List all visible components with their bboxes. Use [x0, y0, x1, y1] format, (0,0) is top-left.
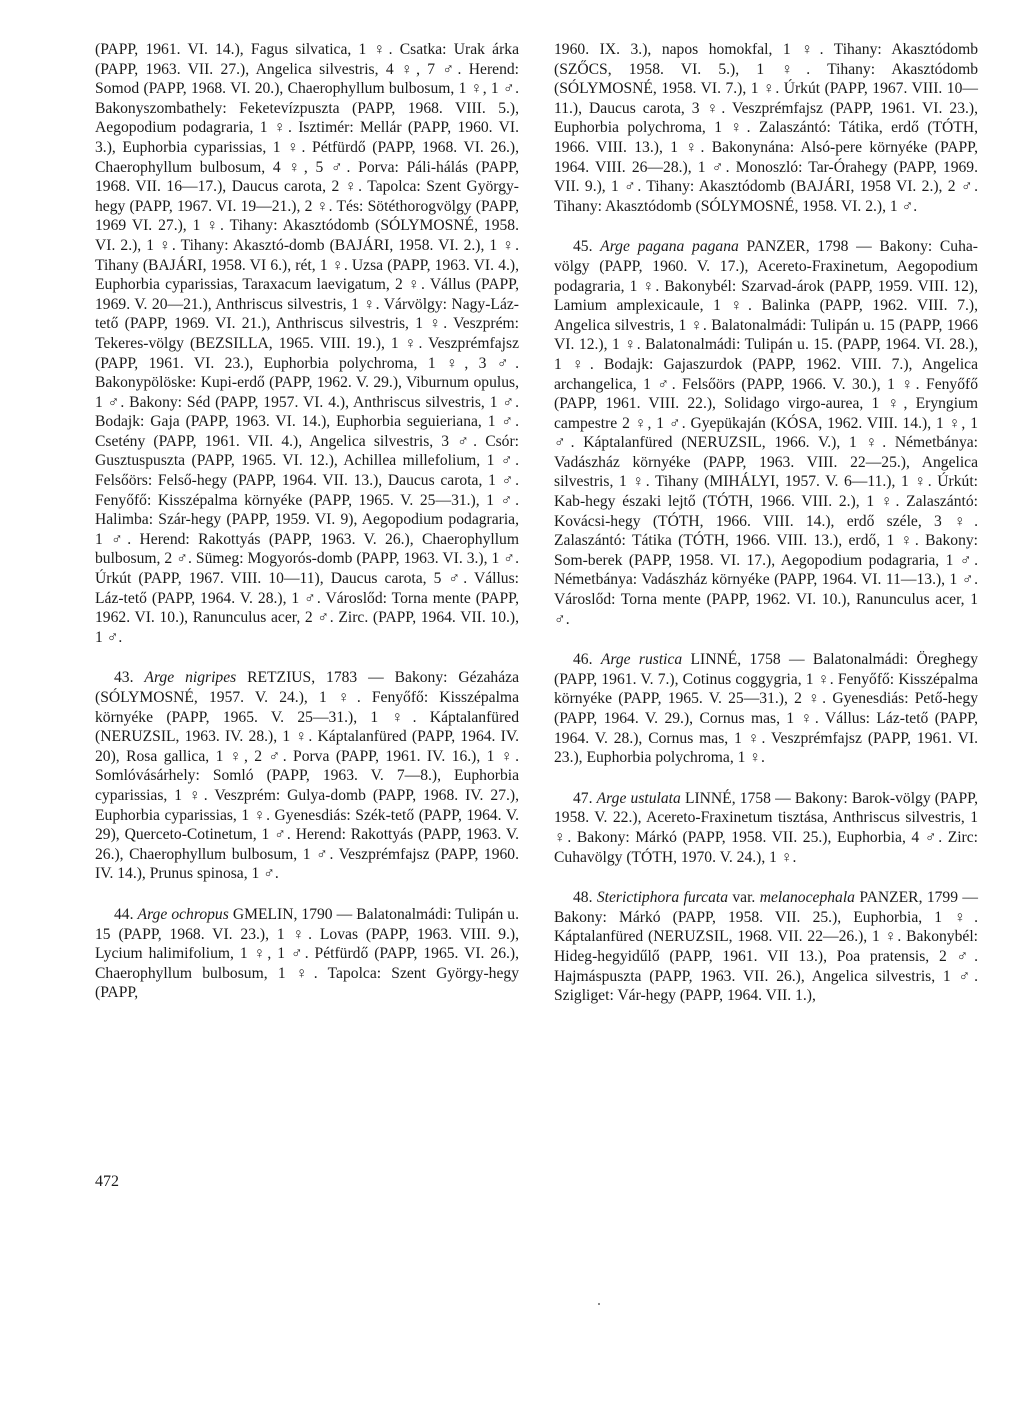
continued-entry-text: 1960. IX. 3.), napos homokfal, 1 ♀. Tihany: Akasztódomb (SZŐCS, 1958. VI. 5.), 1 ♀. Tihany: Akasztódomb (SÓLYMOSNÉ, 1958. VI. 7.), 1 ♀. Úrkút (PAPP, 1967. VIII. 10—11.), Daucus carota, 3 ♀. Veszprémfajsz (PAPP, 1961. VI. 23.), Euphorbia polychroma, 1 ♀. Zalaszántó: Tátika, erdő (TÓTH, 1966. VIII. 13.), 1 ♀. Bakonynána: Alsó-pere környéke (PAPP, 1964. VIII. 26—28.), 1 ♂. Monoszló: Tar-Órahegy (PAPP, 1969. VII. 9.), 1 ♂. Tihany: Akasztódomb (BAJÁRI, 1958 VI. 2.), 2 ♂. Tihany: Akasztódomb (SÓLYMOSNÉ, 1958. VI. 2.), 1 ♂.: [554, 41, 978, 215]
variety-label: var.: [728, 889, 760, 907]
right-column: [554, 40, 978, 1006]
entry-text: PANZER, 1799 — Bakony: Márkó (PAPP, 1958. VII. 25.), Euphorbia, 1 ♀. Káptalanfüred (NERUZSIL, 1968. VII. 22—26.), 1 ♀. Bakonybél: Hideg-hegyidűlő (PAPP, 1961. VII 13.), Poa pratensis, 2 ♂. Hajmáspuszta (PAPP, 1963. VII. 26.), Angelica silvestris, 1 ♂. Szigliget: Vár-hegy (PAPP, 1964. VII. 1.),: [554, 889, 978, 1005]
entry-number: 48.: [573, 889, 593, 907]
entry-48: [554, 888, 978, 1006]
entry-text: GMELIN, 1790 — Balatonalmádi: Tulipán u. 15 (PAPP, 1968. VI. 23.), 1 ♀. Lovas (PAPP, 1963. VIII. 9.), Lycium halimifolium, 1 ♀, 1 ♂. Pétfürdő (PAPP, 1965. VI. 26.), Chaerophyllum bulbosum, 1 ♀. Tapolca: Szent György-hegy (PAPP,: [95, 905, 519, 1002]
continued-entry-text: (PAPP, 1961. VI. 14.), Fagus silvatica, 1 ♀. Csatka: Urak árka (PAPP, 1963. VII. 27.), Angelica silvestris, 4 ♀, 7 ♂. Herend: Somod (PAPP, 1968. VI. 20.), Chaerophyllum bulbosum, 1 ♀, 1 ♂. Bakonyszombathely: Feketevízpuszta (PAPP, 1968. VIII. 5.), Aegopodium podagraria, 1 ♀. Isztimér: Mellár (PAPP, 1960. VI. 3.), Euphorbia cyparissias, 1 ♀. Pétfürdő (PAPP, 1968. VI. 26.), Chaerophyllum bulbosum, 4 ♀, 5 ♂. Porva: Páli-hálás (PAPP, 1968. VII. 16—17.), Daucus carota, 2 ♀. Tapolca: Szent György-hegy (PAPP, 1967. VI. 19—21.), 2 ♀. Tés: Sötéthorogvölgy (PAPP, 1969 VI. 27.), 1 ♀. Tihany: Akasztódomb (SÓLYMOSNÉ, 1958. VI. 2.), 1 ♀. Tihany: Akasztó-domb (BAJÁRI, 1958. VI. 2.), 1 ♀. Tihany (BAJÁRI, 1958. VI 6.), rét, 1 ♀. Uzsa (PAPP, 1963. VI. 4.), Euphorbia cyparissias, Taraxacum laevigatum, 2 ♀. Vállus (PAPP, 1969. V. 20—21.), Anthriscus silvestris, 1 ♀. Várvölgy: Nagy-Láz-tető (PAPP, 1969. VI. 21.), Anthriscus silvestris, 1 ♀. Veszprém: Tekeres-völgy (BEZSILLA, 1965. VIII. 19.), 1 ♀. Veszprémfajsz (PAPP, 1961. VI. 23.), Euphorbia polychroma, 1 ♀, 3 ♂. Bakonypölöske: Kupi-erdő (PAPP, 1962. V. 29.), Viburnum opulus, 1 ♂. Bakony: Séd (PAPP, 1957. VI. 4.), Anthriscus silvestris, 1 ♂. Bodajk: Gaja (PAPP, 1963. VI. 14.), Euphorbia seguieriana, 1 ♂. Csetény (PAPP, 1961. VII. 4.), Angelica silvestris, 3 ♂. Csór: Gusztuspuszta (PAPP, 1965. VI. 12.), Achillea millefolium, 1 ♂. Felsőörs: Felső-hegy (PAPP, 1964. VII. 13.), Daucus carota, 1 ♂. Fenyőfő: Kisszépalma környéke (PAPP, 1965. V. 25—31.), 1 ♂. Halimba: Szár-hegy (PAPP, 1959. VI. 9), Aegopodium podagraria, 1 ♂. Herend: Rakottyás (PAPP, 1963. V. 26.), Chaerophyllum bulbosum, 2 ♂. Sümeg: Mogyorós-domb (PAPP, 1963. VI. 3.), 1 ♂. Úrkút (PAPP, 1967. VIII. 10—11), Daucus carota, 5 ♂. Vállus: Láz-tető (PAPP, 1964. V. 28.), 1 ♂. Városlőd: Torna mente (PAPP, 1962. VI. 10.), Ranunculus acer, 2 ♂. Zirc. (PAPP, 1964. VII. 10.), 1 ♂.: [95, 41, 519, 646]
entry-43: [95, 668, 519, 884]
entry-44: [95, 905, 519, 1003]
entry-number: 45.: [573, 238, 593, 256]
species-name: Arge ochropus: [137, 905, 229, 923]
entry-number: 46.: [573, 651, 593, 669]
entry-text: LINNÉ, 1758 — Bakony: Barok-völgy (PAPP, 1958. V. 22.), Acereto-Fraxinetum tisztása, Anthriscus silvestris, 1 ♀. Bakony: Márkó (PAPP, 1958. VII. 25.), Euphorbia, 4 ♂. Zirc: Cuhavölgy (TÓTH, 1970. V. 24.), 1 ♀.: [554, 789, 978, 866]
species-name: Arge rustica: [600, 651, 683, 669]
entry-number: 47.: [573, 789, 593, 807]
entry-text: RETZIUS, 1783 — Bakony: Gézaháza (SÓLYMOSNÉ, 1957. V. 24.), 1 ♀. Fenyőfő: Kisszépalma környéke (PAPP, 1965. V. 25—31.), 1 ♀. Káptalanfüred (NERUZSIL, 1963. IV. 28.), 1 ♀. Káptalanfüred (PAPP, 1964. IV. 20), Rosa gallica, 1 ♀, 2 ♂. Porva (PAPP, 1961. IV. 16.), 1 ♀. Somlóvásárhely: Somló (PAPP, 1963. V. 7—8.), Euphorbia cyparissias, 1 ♀. Veszprém: Gulya-domb (PAPP, 1968. IV. 27.), Euphorbia cyparissias, 1 ♀. Gyenesdiás: Szék-tető (PAPP, 1964. V. 29), Querceto-Cotinetum, 1 ♂. Herend: Rakottyás (PAPP, 1963. V. 26.), Chaerophyllum bulbosum, 1 ♂. Veszprémfajsz (PAPP, 1960. IV. 14.), Prunus spinosa, 1 ♂.: [95, 669, 519, 883]
left-column: [95, 40, 519, 1003]
scan-speck: [598, 1303, 600, 1305]
species-name: Arge pagana pagana: [600, 238, 739, 256]
page-number: 472: [95, 1173, 119, 1190]
entry-number: 43.: [114, 669, 134, 687]
species-name: Sterictiphora furcata: [596, 889, 729, 907]
entry-text: LINNÉ, 1758 — Balatonalmádi: Öreghegy (PAPP, 1961. V. 7.), Cotinus coggygria, 1 ♀. Fenyőfő: Kisszépalma környéke (PAPP, 1965. V. 25—31.), 2 ♀. Gyenesdiás: Pető-hegy (PAPP, 1964. V. 29.), Cornus mas, 1 ♀. Vállus: Láz-tető (PAPP, 1964. V. 28.), Cornus mas, 1 ♀. Veszprémfajsz (PAPP, 1961. VI. 23.), Euphorbia polychroma, 1 ♀.: [554, 651, 978, 767]
entry-45: [554, 237, 978, 629]
entry-number: 44.: [114, 905, 134, 923]
entry-46: [554, 650, 978, 768]
species-name: Arge ustulata: [596, 789, 681, 807]
entry-47: [554, 789, 978, 867]
species-name: Arge nigripes: [144, 669, 237, 687]
variety-name: melanocephala: [759, 889, 855, 907]
entry-text: PANZER, 1798 — Bakony: Cuha-völgy (PAPP, 1960. V. 17.), Acereto-Fraxinetum, Aegopodium podagraria, 1 ♀. Bakonybél: Szarvad-árok (PAPP, 1959. VIII. 12), Lamium amplexicaule, 1 ♀. Balinka (PAPP, 1962. VIII. 7.), Angelica silvestris, 1 ♀. Balatonalmádi: Tulipán u. 15 (PAPP, 1966 VI. 12.), 1 ♀. Balatonalmádi: Tulipán u. 15. (PAPP, 1964. VI. 28.), 1 ♀. Bodajk: Gajaszurdok (PAPP, 1962. VIII. 7.), Angelica archangelica, 1 ♂. Felsőörs (PAPP, 1966. V. 30.), 1 ♀. Fenyőfő (PAPP, 1961. VIII. 22.), Solidago virgo-aurea, 1 ♀, Eryngium campestre 2 ♀, 1 ♂. Gyepükaján (KÓSA, 1962. VIII. 14.), 1 ♀, 1 ♂. Káptalanfüred (NERUZSIL, 1966. V.), 1 ♀. Németbánya: Vadászház környéke (PAPP, 1963. VIII. 22—25.), Angelica silvestris, 1 ♀. Tihany (MIHÁLYI, 1957. V. 6—11.), 1 ♀. Úrkút: Kab-hegy északi lejtő (TÓTH, 1966. VIII. 2.), 1 ♀. Zalaszántó: Kovácsi-hegy (TÓTH, 1966. VIII. 14.), erdő széle, 3 ♀. Zalaszántó: Tátika (TÓTH, 1966. VIII. 13.), erdő, 1 ♀. Bakony: Som-berek (PAPP, 1958. VI. 17.), Aegopodium podagraria, 1 ♂. Németbánya: Vadászház környéke (PAPP, 1964. VI. 11—13.), 1 ♂. Városlőd: Torna mente (PAPP, 1962. VI. 10.), Ranunculus acer, 1 ♂.: [554, 238, 978, 628]
